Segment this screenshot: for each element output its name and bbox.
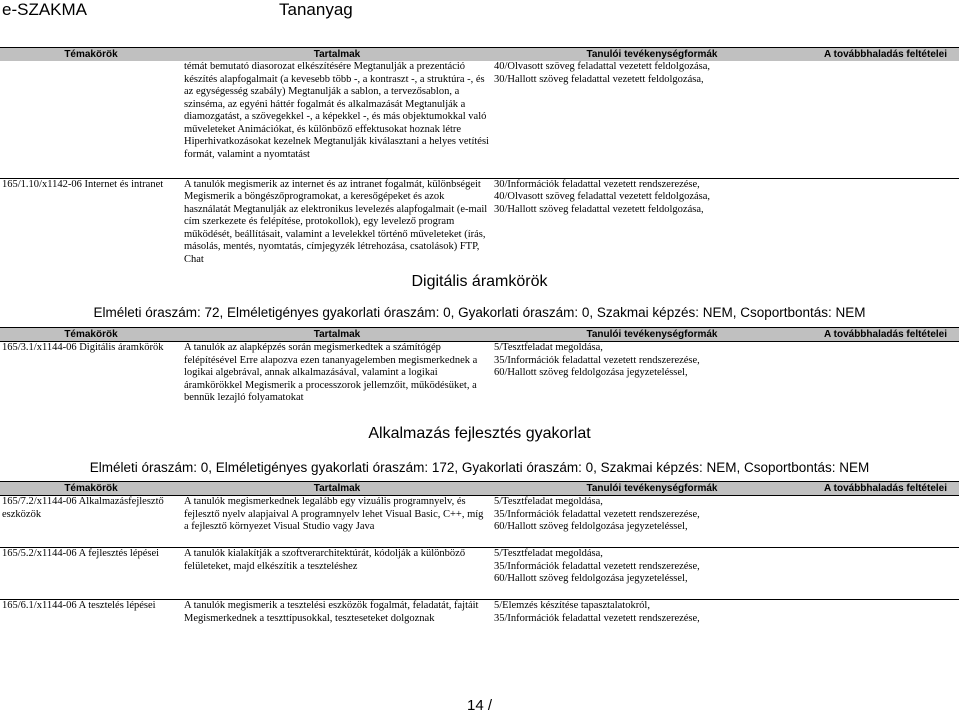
- row-activities: 30/Információk feladattal vezetett rendszerezése, 40/Olvasott szöveg feladattal vezetett feldolgozása, 30/Hallott szöveg feladattal vezetett feldolgozása,: [492, 178, 812, 266]
- row-activities: 5/Tesztfeladat megoldása, 35/Információk feladattal vezetett rendszerezése, 60/Hallott szöveg feldolgozása jegyzeteléssel,: [492, 342, 812, 405]
- col-header-contents: Tartalmak: [182, 48, 492, 62]
- row-activities: 5/Tesztfeladat megoldása, 35/Információk feladattal vezetett rendszerezése, 60/Hallott szöveg feldolgozása jegyzeteléssel,: [492, 496, 812, 548]
- row-topic: 165/5.2/x1144-06 A fejlesztés lépései: [0, 548, 182, 600]
- table-row: [0, 496, 959, 548]
- col-header-activities: Tanulói tevékenységformák: [492, 328, 812, 342]
- row-activities: 5/Elemzés készítése tapasztalatokról, 35/Információk feladattal vezetett rendszerezése,: [492, 600, 812, 626]
- col-header-conditions: A továbbhaladás feltételei: [812, 48, 959, 62]
- curriculum-table-3: [0, 481, 959, 625]
- row-content: A tanulók megismerkednek legalább egy vizuális programnyelv, és fejlesztő nyelv alapjaival A programnyelv lehet Visual Basic, C++, míg a fejlesztő környezet Visual Studio vagy Java: [182, 496, 492, 548]
- row-content: A tanulók kialakítják a szoftverarchitektúrát, kódolják a különböző felületeket, majd elkészítik a teszteléshez: [182, 548, 492, 600]
- col-header-conditions: A továbbhaladás feltételei: [812, 328, 959, 342]
- row-conditions: [812, 178, 959, 266]
- col-header-activities: Tanulói tevékenységformák: [492, 482, 812, 496]
- brand-name: e-SZAKMA: [2, 0, 88, 19]
- row-content: A tanulók megismerik a tesztelési eszközök fogalmát, feladatát, fajtáit Megismerkednek a teszttípusokkal, teszteseteket dolgoznak: [182, 600, 492, 626]
- row-conditions: [812, 342, 959, 405]
- table-row: [0, 548, 959, 600]
- row-conditions: [812, 61, 959, 178]
- table-row: [0, 61, 959, 178]
- col-header-topics: Témakörök: [0, 48, 182, 62]
- row-conditions: [812, 496, 959, 548]
- page-number: 14 /: [466, 697, 493, 714]
- table-header-row: [0, 48, 959, 62]
- section-hours-app-dev: Elméleti óraszám: 0, Elméletigényes gyakorlati óraszám: 172, Gyakorlati óraszám: 0, Szakmai képzés: NEM, Csoportbontás: NEM: [89, 460, 870, 475]
- table-header-row: [0, 482, 959, 496]
- table-row: [0, 178, 959, 266]
- row-activities: 40/Olvasott szöveg feladattal vezetett feldolgozása, 30/Hallott szöveg feladattal vezetett feldolgozása,: [494, 61, 711, 85]
- section-title-app-dev: Alkalmazás fejlesztés gyakorlat: [368, 425, 591, 442]
- col-header-conditions: A továbbhaladás feltételei: [812, 482, 959, 496]
- table-header-row: [0, 328, 959, 342]
- row-content: A tanulók az alapképzés során megismerkedtek a számítógép felépítésével Erre alapozva ezen tananyagelemben megismerkednek a logikai algebrával, annak alkalmazásával, valamint a logikai áramkörökkel Megismerik a processzorok jellemzőit, működésüket, a bennük lezajló folyamatokat: [182, 342, 492, 405]
- row-content: A tanulók megismerik az internet és az intranet fogalmát, különbségeit Megismerik a böngészőprogramokat, a keresőgépeket és azok használatát Megtanulják az elektronikus levelezés alapfogalmait (e-mail cím szerkezete és felépítése, protokollok), egy levelező program működését, beállításait, valamint a levelekkel történő műveleteket (írás, másolás, mentés, nyomtatás, címjegyzék létrehozása, csatolások) FTP, Chat: [182, 178, 492, 266]
- row-topic: [0, 61, 182, 178]
- col-header-activities: Tanulói tevékenységformák: [492, 48, 812, 62]
- row-topic: 165/1.10/x1142-06 Internet és intranet: [0, 178, 182, 266]
- row-topic: 165/6.1/x1144-06 A tesztelés lépései: [0, 600, 182, 626]
- table-row: [0, 600, 959, 626]
- section-title-digital-circuits: Digitális áramkörök: [411, 273, 548, 290]
- col-header-topics: Témakörök: [0, 328, 182, 342]
- row-conditions: [812, 600, 959, 626]
- row-topic: 165/3.1/x1144-06 Digitális áramkörök: [0, 342, 182, 405]
- document-title: Tananyag: [279, 0, 353, 19]
- curriculum-table-1: [0, 47, 959, 266]
- row-conditions: [812, 548, 959, 600]
- col-header-topics: Témakörök: [0, 482, 182, 496]
- curriculum-table-2: [0, 327, 959, 405]
- row-topic: 165/7.2/x1144-06 Alkalmazásfejlesztő eszközök: [0, 496, 182, 548]
- col-header-contents: Tartalmak: [182, 482, 492, 496]
- row-activities: 5/Tesztfeladat megoldása, 35/Információk feladattal vezetett rendszerezése, 60/Hallott szöveg feldolgozása jegyzeteléssel,: [492, 548, 812, 600]
- table-row: [0, 342, 959, 405]
- col-header-contents: Tartalmak: [182, 328, 492, 342]
- row-content: témát bemutató diasorozat elkészítésére Megtanulják a prezentáció készítés alapfogalmait (a kevesebb több -, a kontraszt -, a struktúra -, és az egységesség szabály) Megtanulják a sablon, a tervezősablon, a szinséma, az egyéni háttér fogalmát és alkalmazását Megtanulják a diamozgatást, a szövegekkel -, a képekkel -, és más objektumokkal való műveleteket Animációkat, és különböző effektusokat hoznak létre Hiperhivatkozásokat kezelnek Megtanulják kiválasztani a helyes vetítési formát, valamint a nyomtatást: [184, 61, 489, 160]
- section-hours-digital-circuits: Elméleti óraszám: 72, Elméletigényes gyakorlati óraszám: 0, Gyakorlati óraszám: 0, Szakmai képzés: NEM, Csoportbontás: NEM: [93, 305, 866, 320]
